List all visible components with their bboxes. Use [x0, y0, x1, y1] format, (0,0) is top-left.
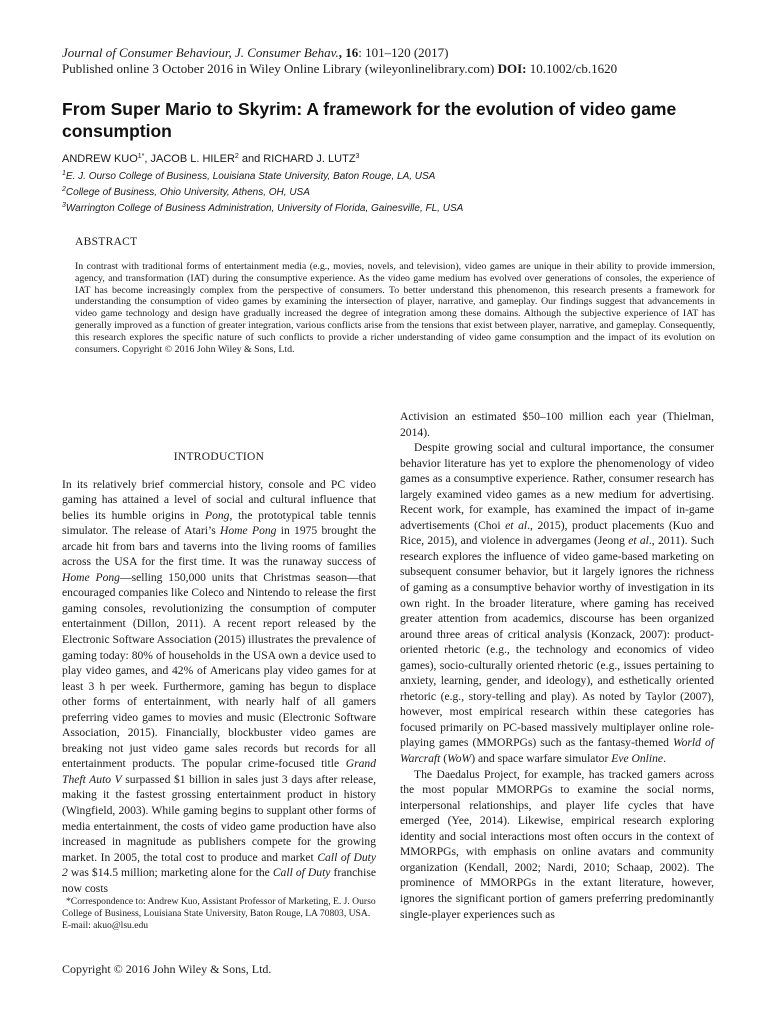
body-column-left	[62, 450, 376, 896]
text-run: was $14.5 million; marketing alone for the	[67, 866, 273, 880]
author-3-name: RICHARD J. LUTZ	[263, 153, 356, 165]
affiliation-1	[62, 169, 722, 185]
text-run: ., 2015), product placements (Kuo and Rice, 2015), and violence in advergames (Jeong	[400, 518, 714, 548]
text-run: .	[663, 752, 666, 766]
doi-label: DOI:	[497, 61, 527, 76]
text-run: Despite growing social and cultural importance, the consumer behavior literature has yet to explore the phenomenology of video games as a consumptive experience. Rather, consumer research has largely examined video games as a new medium for advertising. Recent work, for example, has examined the impact of in-game advertisements (Choi	[400, 441, 714, 532]
abstract-text: In contrast with traditional forms of entertainment media (e.g., movies, novels, and television), video games are unique in their ability to provide immersion, agency, and transformation (IAT) during the consumptive experience. As the video game medium has evolved over generations of consoles, the experience of IAT has become increasingly complex from the perspective of consumers. To better understand this phenomenon, this research presents a framework for understanding the consumption of video games by examining the intersection of player, narrative, and gameplay. Our findings suggest that advancements in video game technology and design have gradually increased the degree of integration among these domains. Although the subjective experience of IAT has generally improved as a function of greater integration, various conflicts arise from the tensions that exist between player, narrative, and gameplay. Consequently, this research explores the specific nature of such conflicts to provide a richer understanding of video game consumption and the impact of its evolution on consumers. Copyright © 2016 John Wiley & Sons, Ltd.	[75, 261, 715, 355]
author-2-marker: 2	[234, 153, 239, 160]
published-line: Published online 3 October 2016 in Wiley Online Library (wileyonlinelibrary.com)	[62, 61, 498, 76]
affiliation-3-number: 3	[62, 202, 66, 209]
italic-run: WoW	[447, 752, 472, 766]
italic-run: Home Pong	[62, 570, 120, 584]
italic-run: Call of Duty 2	[62, 850, 377, 880]
journal-citation	[62, 45, 722, 77]
affiliation-1-number: 1	[62, 170, 66, 177]
author-separator-1: ,	[144, 153, 151, 165]
author-list	[62, 152, 722, 166]
introduction-heading: INTRODUCTION	[173, 451, 265, 463]
italic-run: Pong	[205, 508, 230, 522]
author-1-name: ANDREW KUO	[62, 153, 138, 165]
affiliation-2-number: 2	[62, 186, 66, 193]
text-run: , the prototypical table tennis simulator. The release of Atari’s	[62, 508, 376, 538]
doi-value[interactable]: 10.1002/cb.1620	[526, 61, 618, 76]
intro-paragraph-1	[62, 477, 376, 897]
correspondence-text: *Correspondence to: Andrew Kuo, Assistant Professor of Marketing, E. J. Ourso College of Business, Louisiana State University, Baton Rouge, LA 70803, USA.	[62, 896, 376, 920]
affiliation-2-text: College of Business, Ohio University, Athens, OH, USA	[65, 187, 310, 198]
article-title: From Super Mario to Skyrim: A framework for the evolution of video game consumption	[62, 99, 677, 141]
affiliation-list	[62, 169, 722, 217]
italic-run: et al	[505, 518, 528, 532]
text-run: (	[440, 752, 448, 766]
affiliation-1-text: E. J. Ourso College of Business, Louisiana State University, Baton Rouge, LA, USA	[65, 171, 436, 182]
copyright-footer: Copyright © 2016 John Wiley & Sons, Ltd.	[62, 962, 272, 976]
text-run: franchise now costs	[62, 866, 376, 895]
text-run: surpassed $1 billion in sales just 3 days after release, making it the fastest grossing entertainment product in history (Wingfield, 2003). While gaming begins to supplant other forms of media entertainment, the costs of video game production have also increased in magnitude as publishers compete for the growing market. In 2005, the total cost to produce and market	[62, 772, 376, 864]
intro-paragraph-continued: Activision an estimated $50–100 million each year (Thielman, 2014).	[400, 410, 714, 439]
author-2-name: JACOB L. HILER	[150, 153, 235, 165]
abstract-heading: ABSTRACT	[75, 236, 138, 248]
italic-run: et al	[628, 534, 649, 548]
intro-paragraph-2	[400, 440, 714, 766]
affiliation-3	[62, 201, 722, 217]
journal-name: Journal of Consumer Behaviour	[62, 45, 229, 60]
correspondence-footnote	[62, 896, 378, 933]
body-column-right	[400, 409, 714, 922]
journal-line-1	[62, 45, 722, 61]
text-run: —selling 150,000 units that Christmas season—that encouraged companies like Coleco and Nintendo to release the first gaming consoles, revolutionizing the consumption of computer entertainment (Dillon, 2011). A recent report released by the Electronic Software Association (2015) illustrates the prevalence of gaming today: 80% of households in the USA own a device used to play video games, and 42% of Americans play video games for at least 3 h per week. Furthermore, gaming has begun to displace other forms of entertainment, with nearly half of all gamers preferring video games to movies and music (Electronic Software Association, 2015). Financially, blockbuster video games are breaking not just video game sales records but records for all entertainment products. The popular crime-focused title	[62, 570, 376, 771]
journal-volume: , 16	[338, 45, 359, 60]
intro-paragraph-3: The Daedalus Project, for example, has tracked gamers across the most popular MMORPGs to examine the social norms, interpersonal relationships, and player life cycles that have emerged (Yee, 2014). Likewise, empirical research exploring identity and social interactions most often occurs in the context of MMORPGs, with emphasis on online avatars and community organization (Kendall, 2002; Nardi, 2010; Schaap, 2002). The prominence of MMORPGs in the extant literature, however, ignores the significant portion of gamers preferring predominantly single-player experiences such as	[400, 767, 714, 921]
author-separator-2: and	[238, 153, 264, 165]
author-1-marker: 1*	[137, 153, 145, 160]
journal-pages-year: : 101–120 (2017)	[358, 45, 449, 60]
text-run: In its relatively brief commercial history, console and PC video gaming has attained a level of social and cultural influence that belies its humble origins in	[62, 477, 376, 522]
italic-run: Eve Online	[611, 752, 664, 766]
author-3-marker: 3	[355, 153, 360, 160]
journal-line-2	[62, 61, 722, 77]
italic-run: Home Pong	[220, 524, 277, 538]
italic-run: World of Warcraft	[400, 736, 714, 766]
journal-abbrev: , J. Consumer Behav.	[228, 45, 339, 60]
correspondence-email[interactable]: E-mail: akuo@lsu.edu	[62, 920, 149, 932]
text-run: ) and space warfare simulator	[471, 752, 612, 766]
italic-run: Call of Duty	[272, 866, 331, 880]
text-run: ., 2011). Such research explores the influence of video game-based marketing on subsequent consumer behavior, but it largely ignores the richness of gaming as a consumptive behavior worthy of investigation in its own right. In the broader literature, where gaming has received greater attention from academics, discourse has been organized around three areas of critical analysis (Konzack, 2007): product-oriented rhetoric (e.g., the technology and economics of video games), socio-culturally oriented rhetoric (e.g., issues pertaining to anxiety, learning, gender, and ideology), and esthetically oriented rhetoric (e.g., story-telling and play). As noted by Taylor (2007), however, most empirical research within these categories has focused primarily on PC-based massively multiplayer online role-playing games (MMORPGs) such as the fantasy-themed	[400, 534, 714, 750]
affiliation-2	[62, 185, 722, 201]
italic-run: Grand Theft Auto V	[62, 757, 376, 786]
text-run: in 1975 brought the arcade hit from bars and taverns into the living rooms of families across the USA for the first time. It was the runaway success of	[62, 524, 377, 569]
affiliation-3-text: Warrington College of Business Administration, University of Florida, Gainesville, FL, USA	[65, 203, 464, 214]
